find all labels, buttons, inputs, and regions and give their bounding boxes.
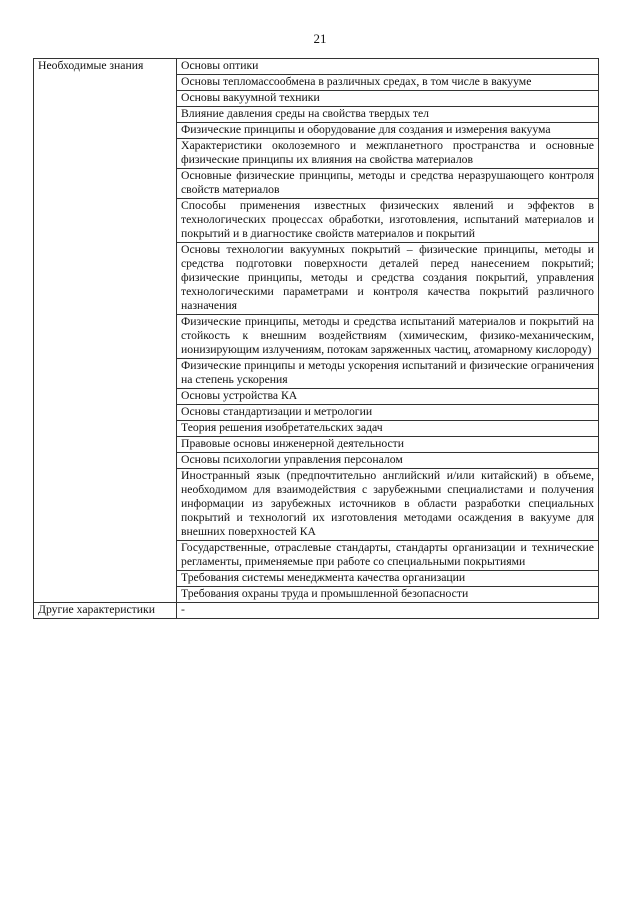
knowledge-item: Физические принципы и оборудование для создания и измерения вакуума <box>177 123 599 139</box>
knowledge-item: Основы стандартизации и метрологии <box>177 405 599 421</box>
other-value: - <box>177 603 599 619</box>
requirements-table <box>33 58 599 619</box>
knowledge-item: Основы технологии вакуумных покрытий – физические принципы, методы и средства подготовки поверхности деталей перед нанесением покрытий; физические принципы, методы и средства создания покрытий, управления технологическими параметрами и контроля качества покрытий различного назначения <box>177 243 599 315</box>
knowledge-item: Способы применения известных физических явлений и эффектов в технологических процессах обработки, изготовления, испытаний материалов и покрытий и в диагностике свойств материалов и покрытий <box>177 199 599 243</box>
knowledge-item: Теория решения изобретательских задач <box>177 421 599 437</box>
knowledge-row <box>34 59 599 75</box>
other-label: Другие характеристики <box>34 603 177 619</box>
knowledge-item: Основные физические принципы, методы и средства неразрушающего контроля свойств материалов <box>177 169 599 199</box>
knowledge-item: Иностранный язык (предпочтительно английский и/или китайский) в объеме, необходимом для взаимодействия с зарубежными специалистами и получения информации из зарубежных источников в области разработки специальных покрытий и технологий их изготовления методами осаждения в вакууме для внешних поверхностей КА <box>177 469 599 541</box>
knowledge-item: Требования охраны труда и промышленной безопасности <box>177 587 599 603</box>
knowledge-item: Основы тепломассообмена в различных средах, в том числе в вакууме <box>177 75 599 91</box>
knowledge-item: Основы психологии управления персоналом <box>177 453 599 469</box>
knowledge-item: Влияние давления среды на свойства твердых тел <box>177 107 599 123</box>
knowledge-item: Требования системы менеджмента качества организации <box>177 571 599 587</box>
knowledge-item: Основы вакуумной техники <box>177 91 599 107</box>
knowledge-item: Физические принципы и методы ускорения испытаний и физические ограничения на степень ускорения <box>177 359 599 389</box>
other-row <box>34 603 599 619</box>
page-number: 21 <box>313 31 327 46</box>
knowledge-label: Необходимые знания <box>34 59 177 603</box>
knowledge-item: Характеристики околоземного и межпланетного пространства и основные физические принципы их влияния на свойства материалов <box>177 139 599 169</box>
knowledge-item: Основы оптики <box>177 59 599 75</box>
knowledge-item: Основы устройства КА <box>177 389 599 405</box>
knowledge-item: Физические принципы, методы и средства испытаний материалов и покрытий на стойкость к внешним воздействиям (химическим, физико-механическим, ионизирующим излучениям, потокам заряженных частиц, атомарному кислороду) <box>177 315 599 359</box>
knowledge-item: Государственные, отраслевые стандарты, стандарты организации и технические регламенты, применяемые при работе со специальными покрытиями <box>177 541 599 571</box>
knowledge-item: Правовые основы инженерной деятельности <box>177 437 599 453</box>
